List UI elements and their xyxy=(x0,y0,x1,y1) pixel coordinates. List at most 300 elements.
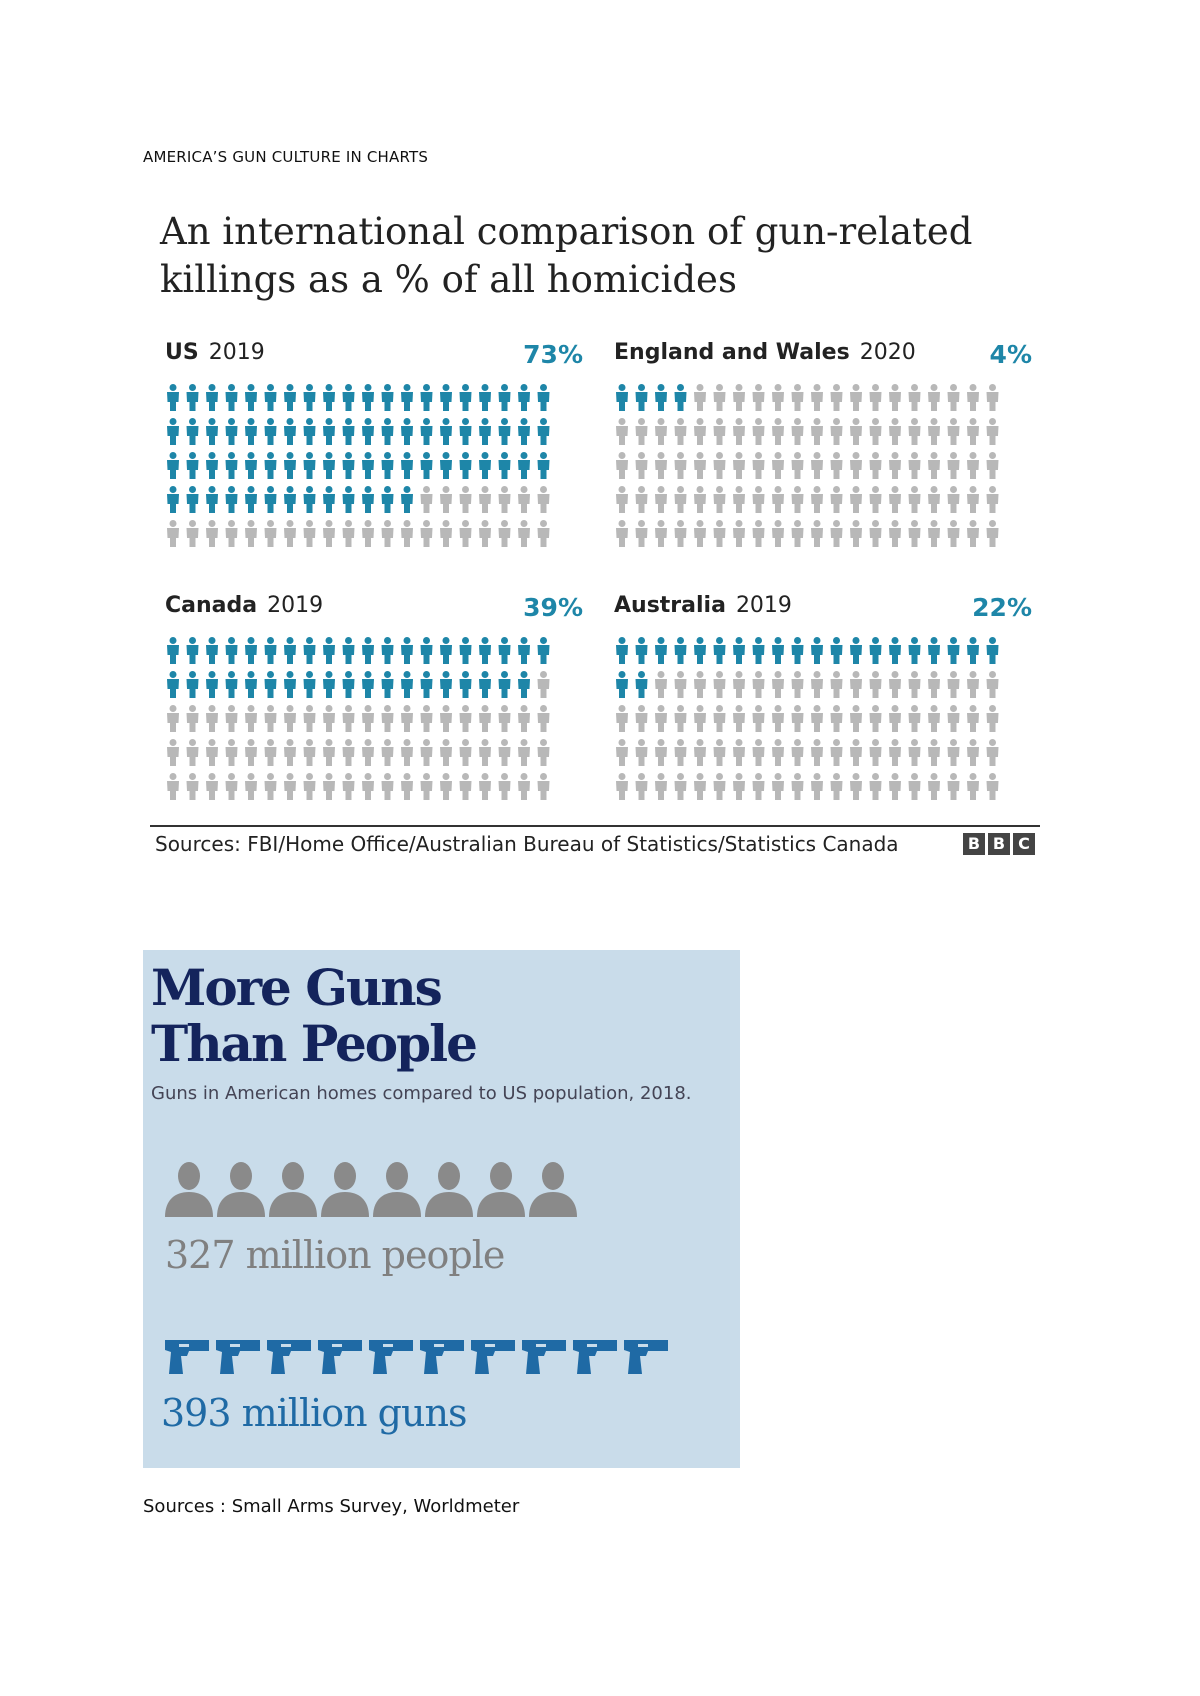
person-icon xyxy=(694,739,706,766)
person-icon xyxy=(987,486,999,513)
person-icon-highlight xyxy=(616,671,628,698)
person-icon xyxy=(772,418,784,445)
person-icon xyxy=(460,705,472,732)
person-icon xyxy=(714,773,726,800)
person-icon-highlight xyxy=(401,671,413,698)
person-icon xyxy=(694,705,706,732)
person-icon xyxy=(655,739,667,766)
person-icon xyxy=(714,486,726,513)
person-icon xyxy=(831,739,843,766)
person-icon xyxy=(323,705,335,732)
person-icon xyxy=(421,705,433,732)
person-icon xyxy=(265,705,277,732)
pictogram-grid xyxy=(165,378,583,553)
person-icon xyxy=(479,739,491,766)
person-icon xyxy=(733,418,745,445)
person-icon-highlight xyxy=(187,452,199,479)
person-icon-highlight xyxy=(675,637,687,664)
person-icon-highlight xyxy=(499,384,511,411)
person-icon xyxy=(636,705,648,732)
person-icon-highlight xyxy=(226,452,238,479)
person-icon xyxy=(675,773,687,800)
logo-letter: B xyxy=(988,833,1010,855)
pistol-icon xyxy=(318,1340,362,1374)
person-icon-highlight xyxy=(401,637,413,664)
person-icon xyxy=(928,418,940,445)
guns-pictogram xyxy=(161,1338,671,1378)
person-icon xyxy=(226,705,238,732)
person-icon-highlight xyxy=(401,384,413,411)
person-icon xyxy=(675,705,687,732)
person-icon xyxy=(440,705,452,732)
person-icon xyxy=(870,384,882,411)
person-icon xyxy=(792,384,804,411)
person-bust-icon xyxy=(373,1162,421,1217)
person-icon-highlight xyxy=(284,637,296,664)
person-icon xyxy=(675,486,687,513)
person-icon xyxy=(733,384,745,411)
pistol-icon xyxy=(216,1340,260,1374)
person-icon-highlight xyxy=(226,486,238,513)
person-icon xyxy=(538,739,550,766)
person-bust-icon xyxy=(321,1162,369,1217)
person-icon xyxy=(382,739,394,766)
source-divider xyxy=(150,825,1040,827)
person-icon xyxy=(753,671,765,698)
person-icon xyxy=(362,739,374,766)
person-icon xyxy=(499,739,511,766)
person-icon xyxy=(343,520,355,547)
person-icon xyxy=(694,773,706,800)
person-icon-highlight xyxy=(440,384,452,411)
person-icon xyxy=(167,773,179,800)
person-icon-highlight xyxy=(479,637,491,664)
person-icon-highlight xyxy=(206,637,218,664)
person-icon xyxy=(616,486,628,513)
person-icon xyxy=(499,705,511,732)
person-icon xyxy=(616,452,628,479)
person-icon-highlight xyxy=(460,384,472,411)
person-icon xyxy=(870,739,882,766)
person-icon-highlight xyxy=(382,452,394,479)
person-icon xyxy=(967,520,979,547)
person-icon-highlight xyxy=(362,637,374,664)
person-icon xyxy=(831,773,843,800)
person-icon-highlight xyxy=(479,418,491,445)
person-icon xyxy=(421,520,433,547)
person-icon xyxy=(187,739,199,766)
person-icon-highlight xyxy=(421,384,433,411)
person-icon xyxy=(421,773,433,800)
person-icon-highlight xyxy=(440,452,452,479)
person-icon-highlight xyxy=(167,671,179,698)
person-icon xyxy=(733,452,745,479)
person-icon xyxy=(753,520,765,547)
person-icon xyxy=(304,705,316,732)
person-icon xyxy=(811,452,823,479)
person-icon xyxy=(753,452,765,479)
person-icon xyxy=(694,452,706,479)
person-icon-highlight xyxy=(265,452,277,479)
person-icon-highlight xyxy=(362,452,374,479)
person-icon-highlight xyxy=(343,452,355,479)
person-icon xyxy=(401,739,413,766)
person-icon-highlight xyxy=(206,384,218,411)
person-icon xyxy=(187,773,199,800)
person-icon xyxy=(284,705,296,732)
person-icon xyxy=(538,671,550,698)
person-icon xyxy=(850,384,862,411)
guns-subtitle: Guns in American homes compared to US population, 2018. xyxy=(151,1083,692,1104)
person-icon-highlight xyxy=(928,637,940,664)
person-icon-highlight xyxy=(206,452,218,479)
person-icon xyxy=(284,739,296,766)
person-icon-highlight xyxy=(265,418,277,445)
person-icon xyxy=(967,486,979,513)
person-icon xyxy=(753,705,765,732)
person-icon xyxy=(831,671,843,698)
pistol-icon xyxy=(420,1340,464,1374)
person-icon xyxy=(636,418,648,445)
person-icon-highlight xyxy=(499,452,511,479)
person-icon xyxy=(753,773,765,800)
person-icon xyxy=(499,773,511,800)
person-icon xyxy=(187,520,199,547)
person-icon-highlight xyxy=(265,637,277,664)
person-icon xyxy=(675,520,687,547)
person-icon-highlight xyxy=(421,671,433,698)
person-icon-highlight xyxy=(460,418,472,445)
person-icon xyxy=(206,739,218,766)
person-icon-highlight xyxy=(401,418,413,445)
person-icon xyxy=(909,418,921,445)
person-icon xyxy=(889,520,901,547)
panel-percent: 73% xyxy=(523,340,583,369)
person-icon xyxy=(733,739,745,766)
person-icon-highlight xyxy=(187,384,199,411)
person-icon xyxy=(753,418,765,445)
person-icon xyxy=(265,520,277,547)
person-icon xyxy=(714,384,726,411)
person-icon-highlight xyxy=(518,452,530,479)
person-icon xyxy=(909,384,921,411)
panel-year: 2019 xyxy=(735,593,792,618)
panel-percent: 4% xyxy=(989,340,1032,369)
person-icon-highlight xyxy=(421,452,433,479)
person-icon-highlight xyxy=(167,418,179,445)
person-icon xyxy=(460,520,472,547)
person-icon xyxy=(616,520,628,547)
person-icon xyxy=(967,384,979,411)
person-icon xyxy=(226,773,238,800)
person-icon xyxy=(538,520,550,547)
person-icon xyxy=(792,739,804,766)
person-icon xyxy=(811,671,823,698)
person-icon-highlight xyxy=(499,637,511,664)
person-icon xyxy=(655,486,667,513)
person-icon-highlight xyxy=(538,637,550,664)
person-icon xyxy=(870,705,882,732)
panel-year: 2019 xyxy=(267,593,324,618)
person-icon-highlight xyxy=(518,384,530,411)
person-icon-highlight xyxy=(206,486,218,513)
person-icon-highlight xyxy=(362,418,374,445)
person-icon xyxy=(909,705,921,732)
person-icon xyxy=(694,671,706,698)
person-icon xyxy=(636,739,648,766)
person-icon xyxy=(518,773,530,800)
person-icon xyxy=(792,486,804,513)
person-icon xyxy=(362,773,374,800)
bbc-logo xyxy=(963,833,1035,855)
person-icon-highlight xyxy=(440,671,452,698)
person-bust-icon xyxy=(529,1162,577,1217)
person-icon-highlight xyxy=(421,418,433,445)
document-heading: AMERICA’S GUN CULTURE IN CHARTS xyxy=(143,148,429,166)
person-icon xyxy=(928,705,940,732)
person-icon-highlight xyxy=(382,486,394,513)
person-icon xyxy=(948,773,960,800)
person-icon xyxy=(167,705,179,732)
person-icon xyxy=(362,705,374,732)
person-icon-highlight xyxy=(479,671,491,698)
person-icon xyxy=(304,739,316,766)
person-icon-highlight xyxy=(284,384,296,411)
person-icon-highlight xyxy=(538,418,550,445)
person-icon xyxy=(714,705,726,732)
person-icon-highlight xyxy=(167,452,179,479)
person-icon xyxy=(382,520,394,547)
person-icon-highlight xyxy=(792,637,804,664)
person-icon xyxy=(401,705,413,732)
person-icon-highlight xyxy=(636,384,648,411)
person-icon xyxy=(616,773,628,800)
person-icon-highlight xyxy=(479,452,491,479)
person-icon-highlight xyxy=(362,671,374,698)
person-icon-highlight xyxy=(967,637,979,664)
person-icon xyxy=(382,773,394,800)
person-icon xyxy=(518,705,530,732)
person-icon xyxy=(655,671,667,698)
person-icon xyxy=(499,486,511,513)
person-icon-highlight xyxy=(948,637,960,664)
person-icon xyxy=(948,452,960,479)
person-icon-highlight xyxy=(226,384,238,411)
person-icon xyxy=(382,705,394,732)
person-icon xyxy=(772,773,784,800)
person-icon-highlight xyxy=(831,637,843,664)
person-icon-highlight xyxy=(343,671,355,698)
person-icon xyxy=(831,418,843,445)
person-icon xyxy=(538,705,550,732)
person-bust-icon xyxy=(425,1162,473,1217)
person-icon-highlight xyxy=(323,452,335,479)
person-icon-highlight xyxy=(460,452,472,479)
person-icon xyxy=(928,773,940,800)
person-icon xyxy=(401,520,413,547)
person-icon xyxy=(655,418,667,445)
person-icon-highlight xyxy=(167,486,179,513)
person-icon xyxy=(811,384,823,411)
person-icon xyxy=(850,671,862,698)
person-icon-highlight xyxy=(284,671,296,698)
person-icon-highlight xyxy=(245,671,257,698)
person-icon xyxy=(909,773,921,800)
person-icon xyxy=(870,486,882,513)
person-icon xyxy=(987,418,999,445)
person-icon-highlight xyxy=(714,637,726,664)
person-icon xyxy=(811,520,823,547)
person-icon-highlight xyxy=(187,486,199,513)
person-icon-highlight xyxy=(226,637,238,664)
person-icon xyxy=(870,418,882,445)
panel-percent: 39% xyxy=(523,593,583,622)
person-icon xyxy=(421,739,433,766)
person-icon xyxy=(343,705,355,732)
person-icon xyxy=(948,705,960,732)
person-icon-highlight xyxy=(265,486,277,513)
person-icon xyxy=(187,705,199,732)
person-icon-highlight xyxy=(323,671,335,698)
person-icon xyxy=(967,671,979,698)
person-icon xyxy=(987,705,999,732)
person-icon-highlight xyxy=(889,637,901,664)
panel-percent: 22% xyxy=(972,593,1032,622)
pistol-icon xyxy=(471,1340,515,1374)
person-icon xyxy=(636,452,648,479)
person-icon-highlight xyxy=(909,637,921,664)
person-icon-highlight xyxy=(655,384,667,411)
person-icon-highlight xyxy=(304,384,316,411)
person-bust-icon xyxy=(165,1162,213,1217)
person-icon xyxy=(655,705,667,732)
person-icon-highlight xyxy=(499,671,511,698)
person-icon xyxy=(948,384,960,411)
person-icon xyxy=(909,452,921,479)
person-icon-highlight xyxy=(382,418,394,445)
person-icon xyxy=(518,486,530,513)
person-icon xyxy=(889,486,901,513)
person-icon-highlight xyxy=(304,418,316,445)
person-icon xyxy=(792,671,804,698)
person-icon xyxy=(675,671,687,698)
person-icon-highlight xyxy=(811,637,823,664)
person-icon-highlight xyxy=(694,637,706,664)
person-icon-highlight xyxy=(245,486,257,513)
person-icon xyxy=(831,705,843,732)
person-icon xyxy=(948,739,960,766)
person-icon xyxy=(850,486,862,513)
person-icon xyxy=(928,384,940,411)
person-icon xyxy=(811,739,823,766)
person-icon-highlight xyxy=(772,637,784,664)
person-icon xyxy=(167,520,179,547)
person-icon xyxy=(265,773,277,800)
person-icon-highlight xyxy=(284,452,296,479)
person-icon-highlight xyxy=(343,418,355,445)
person-icon xyxy=(362,520,374,547)
person-icon xyxy=(675,739,687,766)
person-icon xyxy=(538,773,550,800)
person-icon xyxy=(499,520,511,547)
person-icon-highlight xyxy=(460,637,472,664)
person-icon-highlight xyxy=(245,452,257,479)
person-icon xyxy=(440,739,452,766)
person-icon xyxy=(323,773,335,800)
person-icon xyxy=(948,418,960,445)
person-icon-highlight xyxy=(362,486,374,513)
person-icon xyxy=(440,520,452,547)
person-icon xyxy=(967,452,979,479)
person-icon xyxy=(792,520,804,547)
person-bust-icon xyxy=(269,1162,317,1217)
person-icon xyxy=(909,671,921,698)
person-icon xyxy=(714,452,726,479)
person-icon-highlight xyxy=(226,671,238,698)
pictogram-grid xyxy=(165,631,583,806)
person-icon-highlight xyxy=(440,418,452,445)
person-icon xyxy=(245,705,257,732)
person-icon xyxy=(675,418,687,445)
pictogram-grid xyxy=(614,378,1032,553)
person-icon xyxy=(987,520,999,547)
pistol-icon xyxy=(573,1340,617,1374)
person-icon-highlight xyxy=(401,452,413,479)
panel-england-wales xyxy=(614,340,1032,553)
person-icon xyxy=(909,739,921,766)
person-icon-highlight xyxy=(245,418,257,445)
person-icon-highlight xyxy=(538,452,550,479)
person-icon xyxy=(987,773,999,800)
person-icon-highlight xyxy=(323,384,335,411)
person-icon xyxy=(538,486,550,513)
person-icon xyxy=(889,384,901,411)
person-icon-highlight xyxy=(226,418,238,445)
person-icon xyxy=(889,418,901,445)
person-icon xyxy=(889,739,901,766)
person-icon xyxy=(831,486,843,513)
person-icon-highlight xyxy=(499,418,511,445)
person-icon xyxy=(889,671,901,698)
guns-title xyxy=(151,960,476,1072)
person-icon-highlight xyxy=(206,671,218,698)
person-icon xyxy=(850,739,862,766)
person-icon-highlight xyxy=(870,637,882,664)
person-icon xyxy=(792,773,804,800)
person-icon xyxy=(870,520,882,547)
people-count-label: 327 million people xyxy=(165,1233,505,1277)
person-icon-highlight xyxy=(245,384,257,411)
pistol-icon xyxy=(522,1340,566,1374)
person-icon xyxy=(304,773,316,800)
person-icon-highlight xyxy=(636,671,648,698)
person-icon-highlight xyxy=(167,637,179,664)
person-icon xyxy=(811,418,823,445)
person-icon xyxy=(850,520,862,547)
person-icon xyxy=(850,418,862,445)
panel-country: England and Wales xyxy=(614,340,850,365)
person-icon xyxy=(714,418,726,445)
person-icon xyxy=(616,418,628,445)
person-icon xyxy=(772,520,784,547)
person-icon xyxy=(284,520,296,547)
person-icon-highlight xyxy=(753,637,765,664)
person-icon xyxy=(636,520,648,547)
person-icon xyxy=(245,520,257,547)
person-icon xyxy=(987,452,999,479)
person-icon xyxy=(714,671,726,698)
person-icon xyxy=(967,739,979,766)
